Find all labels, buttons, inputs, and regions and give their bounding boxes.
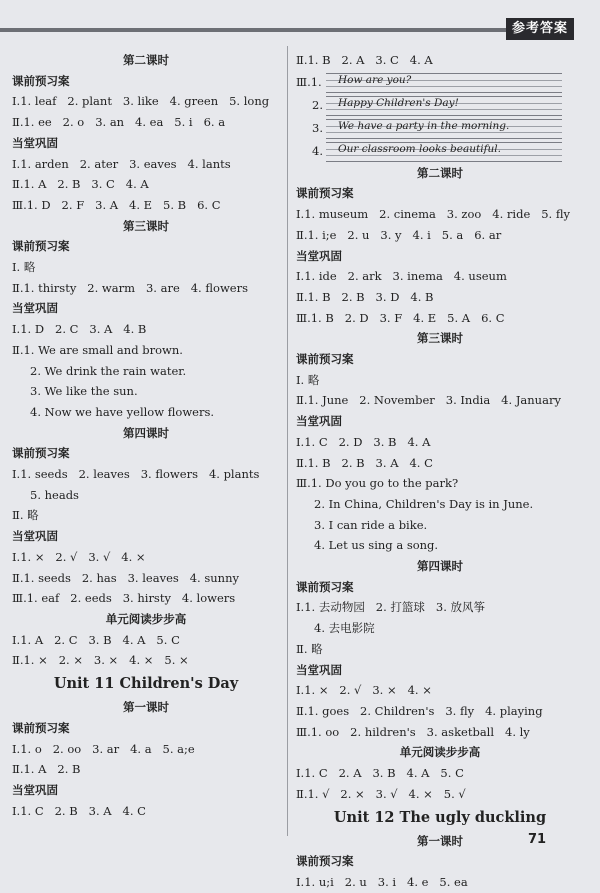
section-heading: 课前预习案 — [296, 854, 354, 869]
lesson-heading: 单元阅读步步高 — [399, 745, 481, 760]
answer-line: Ⅱ. 略 — [296, 641, 323, 656]
answer-line: Ⅱ.1. A 2. B 3. C 4. A — [12, 177, 149, 192]
handwriting-row — [296, 117, 584, 140]
handwritten-answer: We have a party in the morning. — [338, 119, 510, 132]
answer-line: Ⅰ.1. C 2. B 3. A 4. C — [12, 803, 146, 818]
answer-line: Ⅲ.1. D 2. F 3. A 4. E 5. B 6. C — [12, 197, 221, 212]
handwritten-answer: Happy Children's Day! — [338, 96, 459, 109]
answer-line: Ⅰ.1. leaf 2. plant 3. like 4. green 5. long — [12, 94, 270, 109]
lesson-heading: 第三课时 — [417, 331, 463, 346]
lesson-heading: 单元阅读步步高 — [105, 611, 187, 626]
answer-line: Ⅲ.1. eaf 2. eeds 3. hirsty 4. lowers — [12, 591, 236, 606]
section-heading: 当堂巩固 — [12, 529, 58, 544]
section-heading: 当堂巩固 — [296, 414, 342, 429]
answer-line: Ⅰ. 略 — [296, 372, 320, 387]
section-heading: 课前预习案 — [12, 446, 70, 461]
row-number: 4. — [312, 143, 323, 158]
answer-line: Ⅱ. 略 — [12, 508, 39, 523]
section-heading: 课前预习案 — [12, 239, 70, 254]
column-divider — [287, 46, 288, 836]
handwriting-row — [296, 94, 584, 117]
answer-line: Ⅰ.1. 去动物园 2. 打篮球 3. 放风筝 — [296, 600, 486, 615]
section-heading: 当堂巩固 — [296, 662, 342, 677]
answer-line: Ⅰ.1. museum 2. cinema 3. zoo 4. ride 5. fly — [296, 207, 571, 222]
lesson-heading: 第四课时 — [417, 559, 463, 574]
answer-line: Ⅱ.1. seeds 2. has 3. leaves 4. sunny — [12, 570, 239, 585]
row-number: 3. — [312, 120, 323, 135]
answer-line: 3. We like the sun. — [30, 384, 138, 399]
answer-line: 2. We drink the rain water. — [30, 363, 187, 378]
section-heading: 课前预习案 — [296, 352, 354, 367]
handwritten-answer: Our classroom looks beautiful. — [338, 142, 501, 155]
section-heading: 当堂巩固 — [12, 135, 58, 150]
lesson-heading: 第一课时 — [417, 833, 463, 848]
handwritten-answer: How are you? — [338, 73, 412, 86]
row-number: 2. — [312, 97, 323, 112]
section-heading: 课前预习案 — [12, 720, 70, 735]
answer-line: 4. Now we have yellow flowers. — [30, 404, 215, 419]
answer-line: Ⅱ.1. thirsty 2. warm 3. are 4. flowers — [12, 280, 249, 295]
answer-line: Ⅱ.1. i;e 2. u 3. y 4. i 5. a 6. ar — [296, 227, 502, 242]
answer-line: Ⅰ.1. C 2. D 3. B 4. A — [296, 434, 431, 449]
answer-line: Ⅱ.1. ee 2. o 3. an 4. ea 5. i 6. a — [12, 115, 226, 130]
answer-line: Ⅱ.1. B 2. B 3. A 4. C — [296, 455, 433, 470]
answer-line: 2. In China, Children's Day is in June. — [314, 496, 534, 511]
answer-line: 3. I can ride a bike. — [314, 517, 428, 532]
row-number: Ⅲ.1. — [296, 74, 322, 89]
answer-line: Ⅱ.1. A 2. B — [12, 762, 81, 777]
lesson-heading: 第三课时 — [123, 218, 169, 233]
right-column — [296, 50, 584, 893]
section-heading: 当堂巩固 — [12, 782, 58, 797]
answer-line: 4. 去电影院 — [314, 621, 375, 636]
answer-line: Ⅰ.1. × 2. √ 3. √ 4. × — [12, 549, 146, 564]
answer-line: Ⅰ.1. u;i 2. u 3. i 4. e 5. ea — [296, 874, 468, 889]
lesson-heading: 第二课时 — [123, 53, 169, 67]
answer-line: Ⅲ.1. Do you go to the park? — [296, 476, 459, 491]
answer-line: Ⅰ.1. o 2. oo 3. ar 4. a 5. a;e — [12, 741, 195, 756]
lesson-heading: 第二课时 — [417, 165, 463, 180]
answer-line: Ⅰ.1. arden 2. ater 3. eaves 4. lants — [12, 156, 231, 171]
left-column — [12, 50, 280, 821]
handwriting-row — [296, 140, 584, 163]
answer-line: Ⅱ.1. We are small and brown. — [12, 342, 183, 357]
answer-line: Ⅰ.1. C 2. A 3. B 4. A 5. C — [296, 766, 464, 781]
unit-title: Unit 11 Children's Day — [53, 675, 239, 693]
section-heading: 课前预习案 — [12, 73, 70, 88]
section-heading: 课前预习案 — [296, 579, 354, 594]
answer-line: Ⅰ.1. D 2. C 3. A 4. B — [12, 322, 147, 337]
unit-title: Unit 12 The ugly duckling — [333, 808, 547, 826]
top-bar — [0, 18, 600, 40]
answer-line: Ⅲ.1. B 2. D 3. F 4. E 5. A 6. C — [296, 310, 505, 325]
handwriting-row — [296, 71, 584, 94]
lesson-heading: 第一课时 — [123, 700, 169, 715]
answer-line: Ⅰ. 略 — [12, 260, 36, 275]
section-heading: 当堂巩固 — [12, 301, 58, 316]
lesson-heading: 第四课时 — [123, 425, 169, 440]
section-heading: 当堂巩固 — [296, 248, 342, 263]
answer-line: Ⅰ.1. ide 2. ark 3. inema 4. useum — [296, 269, 507, 284]
answer-key-badge: 参考答案 — [506, 18, 574, 40]
answer-line: Ⅱ.1. × 2. × 3. × 4. × 5. × — [12, 653, 189, 668]
section-heading: 课前预习案 — [296, 186, 354, 201]
answer-line: Ⅰ.1. × 2. √ 3. × 4. × — [296, 683, 432, 698]
answer-line: Ⅱ.1. June 2. November 3. India 4. January — [296, 393, 561, 408]
answer-line: 4. Let us sing a song. — [314, 538, 439, 553]
header-rule — [0, 28, 520, 32]
answer-line: Ⅱ.1. goes 2. Children's 3. fly 4. playing — [296, 703, 543, 718]
answer-line: Ⅱ.1. B 2. B 3. D 4. B — [296, 289, 434, 304]
answer-line: 5. heads — [30, 487, 79, 502]
page-number: 71 — [528, 832, 547, 847]
answer-line: Ⅲ.1. oo 2. hildren's 3. asketball 4. ly — [296, 724, 530, 739]
answer-line: Ⅱ.1. √ 2. × 3. √ 4. × 5. √ — [296, 786, 466, 801]
answer-line: Ⅰ.1. A 2. C 3. B 4. A 5. C — [12, 632, 180, 647]
answer-line: Ⅱ.1. B 2. A 3. C 4. A — [296, 53, 433, 67]
answer-line: Ⅰ.1. seeds 2. leaves 3. flowers 4. plants — [12, 467, 260, 482]
